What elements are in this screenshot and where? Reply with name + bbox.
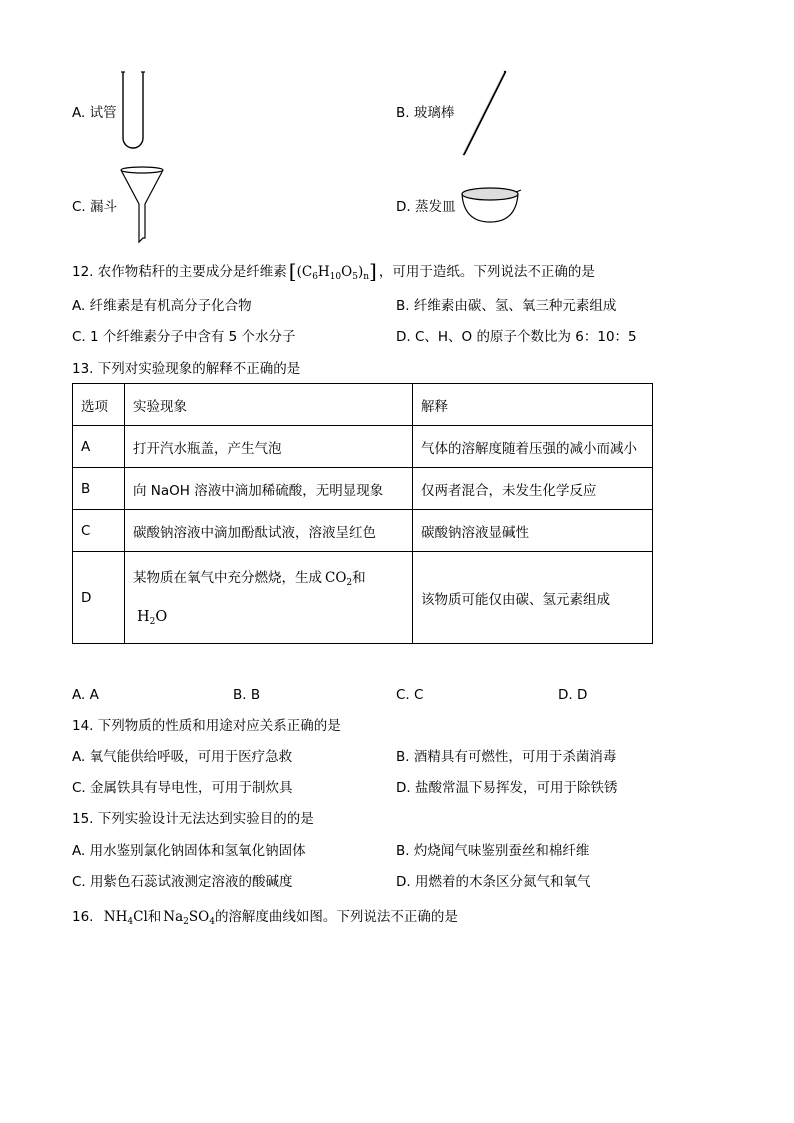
row-explanation: 仅两者混合，未发生化学反应 xyxy=(413,468,653,510)
q13-stem: 13. 下列对实验现象的解释不正确的是 xyxy=(72,361,301,377)
q12-option-a: A. 纤维素是有机高分子化合物 xyxy=(72,298,252,314)
evaporating-dish-icon xyxy=(458,184,524,228)
q12-option-c: C. 1 个纤维素分子中含有 5 个水分子 xyxy=(72,329,296,345)
sodium-sulfate-formula: $Na_2SO_4$ xyxy=(163,909,215,927)
funnel-icon xyxy=(118,164,168,248)
q13-answer-b: B. B xyxy=(233,687,261,703)
q15-option-c: C. 用紫色石蕊试液测定溶液的酸碱度 xyxy=(72,874,293,890)
q15-stem: 15. 下列实验设计无法达到实验目的的是 xyxy=(72,811,314,827)
row-phenomenon: 打开汽水瓶盖，产生气泡 xyxy=(125,426,413,468)
cellulose-formula: $[(C_6H_{10}O_5)_n]$ xyxy=(288,259,377,283)
option-d-label: D. 蒸发皿 xyxy=(396,199,456,215)
option-c-label: C. 漏斗 xyxy=(72,199,118,215)
header-explanation: 解释 xyxy=(413,384,653,426)
table-row xyxy=(73,426,653,468)
glass-rod-icon xyxy=(458,68,510,158)
q12-option-b: B. 纤维素由碳、氢、氧三种元素组成 xyxy=(396,298,617,314)
water-formula: $H_2O$ xyxy=(137,609,168,627)
header-phenomenon: 实验现象 xyxy=(125,384,413,426)
row-explanation: 碳酸钠溶液显碱性 xyxy=(413,510,653,552)
header-option: 选项 xyxy=(73,384,125,426)
row-phenomenon: 碳酸钠溶液中滴加酚酞试液，溶液呈红色 xyxy=(125,510,413,552)
q14-option-a: A. 氧气能供给呼吸，可用于医疗急救 xyxy=(72,749,293,765)
row-phenomenon: 向 NaOH 溶液中滴加稀硫酸，无明显现象 xyxy=(125,468,413,510)
q13-table xyxy=(72,383,653,644)
q14-option-b: B. 酒精具有可燃性，可用于杀菌消毒 xyxy=(396,749,617,765)
q12-stem: 12. 农作物秸秆的主要成分是纤维素 $[(C_6H_{10}O_5)_n]$ ，可用于造纸。下列说法不正确的是 xyxy=(72,262,595,286)
table-row xyxy=(73,510,653,552)
row-option: A xyxy=(73,426,125,468)
option-a-label: A. 试管 xyxy=(72,105,117,121)
table-row xyxy=(73,552,653,644)
table-row xyxy=(73,468,653,510)
q15-option-a: A. 用水鉴别氯化钠固体和氢氧化钠固体 xyxy=(72,843,306,859)
row-phenomenon: 某物质在氧气中充分燃烧，生成 $CO_2$和 $H_2O$ xyxy=(125,552,413,644)
ammonium-chloride-formula: $NH_4Cl$ xyxy=(103,909,148,927)
row-option: D xyxy=(73,552,125,644)
q13-answer-d: D. D xyxy=(558,687,588,703)
q15-option-b: B. 灼烧闻气味鉴别蚕丝和棉纤维 xyxy=(396,843,590,859)
option-b-label: B. 玻璃棒 xyxy=(396,105,455,121)
q12-option-d: D. C、H、O 的原子个数比为 6：10：5 xyxy=(396,329,637,345)
table-header-row xyxy=(73,384,653,426)
q15-option-d: D. 用燃着的木条区分氮气和氧气 xyxy=(396,874,591,890)
q14-option-d: D. 盐酸常温下易挥发，可用于除铁锈 xyxy=(396,780,618,796)
q13-answer-a: A. A xyxy=(72,687,99,703)
test-tube-icon xyxy=(118,68,148,154)
q14-stem: 14. 下列物质的性质和用途对应关系正确的是 xyxy=(72,718,341,734)
q13-answer-c: C. C xyxy=(396,687,424,703)
row-explanation: 该物质可能仅由碳、氢元素组成 xyxy=(413,552,653,644)
q14-option-c: C. 金属铁具有导电性，可用于制炊具 xyxy=(72,780,293,796)
q16-stem: 16. $NH_4Cl$和 $Na_2SO_4$的溶解度曲线如图。下列说法不正确的是 xyxy=(72,909,458,927)
row-explanation: 气体的溶解度随着压强的减小而减小 xyxy=(413,426,653,468)
row-option: B xyxy=(73,468,125,510)
row-option: C xyxy=(73,510,125,552)
